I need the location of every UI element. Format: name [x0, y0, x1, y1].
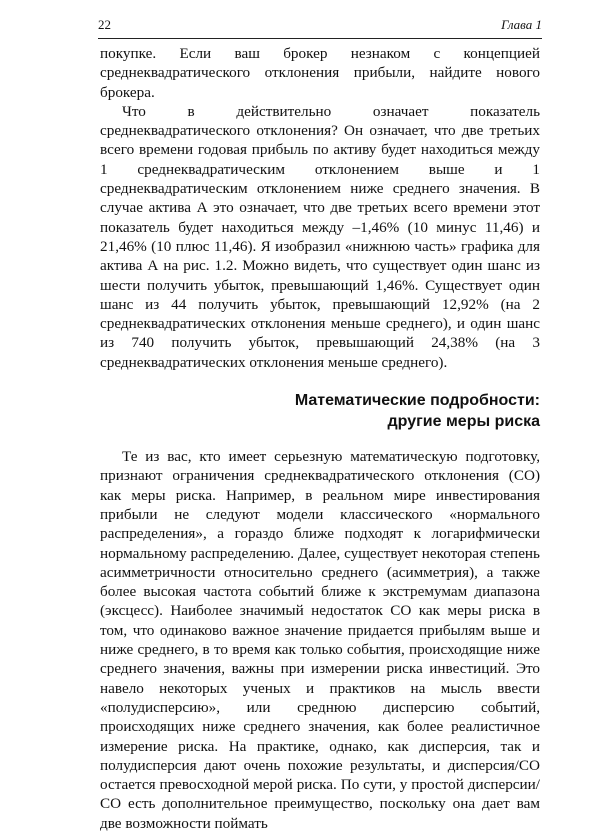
paragraph-continuation: покупке. Если ваш брокер незнаком с концепцией среднеквадратического отклонения прибыли, найдите нового брокера.	[100, 45, 540, 101]
section-heading-line-1: Математические подробности:	[294, 392, 540, 410]
chapter-title: Глава 1	[501, 17, 542, 32]
page-body	[100, 44, 540, 833]
section-heading	[100, 390, 540, 432]
paragraph-risk-measures: Те из вас, кто имеет серьезную математическую подготовку, признают ограничения среднеквадратического отклонения (СО) как меры риска. Например, в реальном мире инвестирования прибыли не следуют модели классического «нормального распределения», а гораздо ближе подходят к логарифмически нормальному распределению. Далее, существует некоторая степень асимметричности относительно среднего (асимметрия), а также более высокая частота событий ближе к экстремумам диапазона (эксцесс). Наиболее значимый недостаток СО как меры риска в том, что одинаково важное значение придается прибылям выше и ниже среднего, в то время как только события, происходящие ниже среднего значения, важны при измерении риска инвестиций. Это навело некоторых ученых и практиков на мысль ввести «полудисперсию», или среднюю дисперсию событий, происходящих ниже среднего значения, как более реалистичное измерение риска. На практике, однако, как дисперсия, так и полудисперсия дают очень похожие результаты, и дисперсия/СО остается превосходной мерой риска. По сути, у простой дисперсии/СО есть дополнительное преимущество, поскольку она дает вам две возможности поймать	[100, 448, 540, 832]
page-number: 22	[98, 17, 111, 32]
running-header	[98, 14, 542, 39]
paragraph-std-deviation: Что в действительно означает показатель среднеквадратического отклонения? Он означает, что две третьих всего времени годовая прибыль по активу будет находиться между 1 среднеквадратическим отклонением выше и 1 среднеквадратическим отклонением ниже среднего значения. В случае актива А это означает, что две третьих всего времени этот показатель будет находиться между –1,46% (10 минус 11,46) и 21,46% (10 плюс 11,46). Я изобразил «нижнюю часть» графика для актива А на рис. 1.2. Можно видеть, что существует один шанс из шести получить убыток, превышающий 1,46%. Существует один шанс из 44 получить убыток, превышающий 12,92% (на 2 среднеквадратических отклонения меньше среднего), и один шанс из 740 получить убыток, превышающий 24,38% (на 3 среднеквадратических отклонения меньше среднего).	[100, 102, 540, 371]
section-heading-line-2: другие меры риска	[387, 413, 540, 431]
